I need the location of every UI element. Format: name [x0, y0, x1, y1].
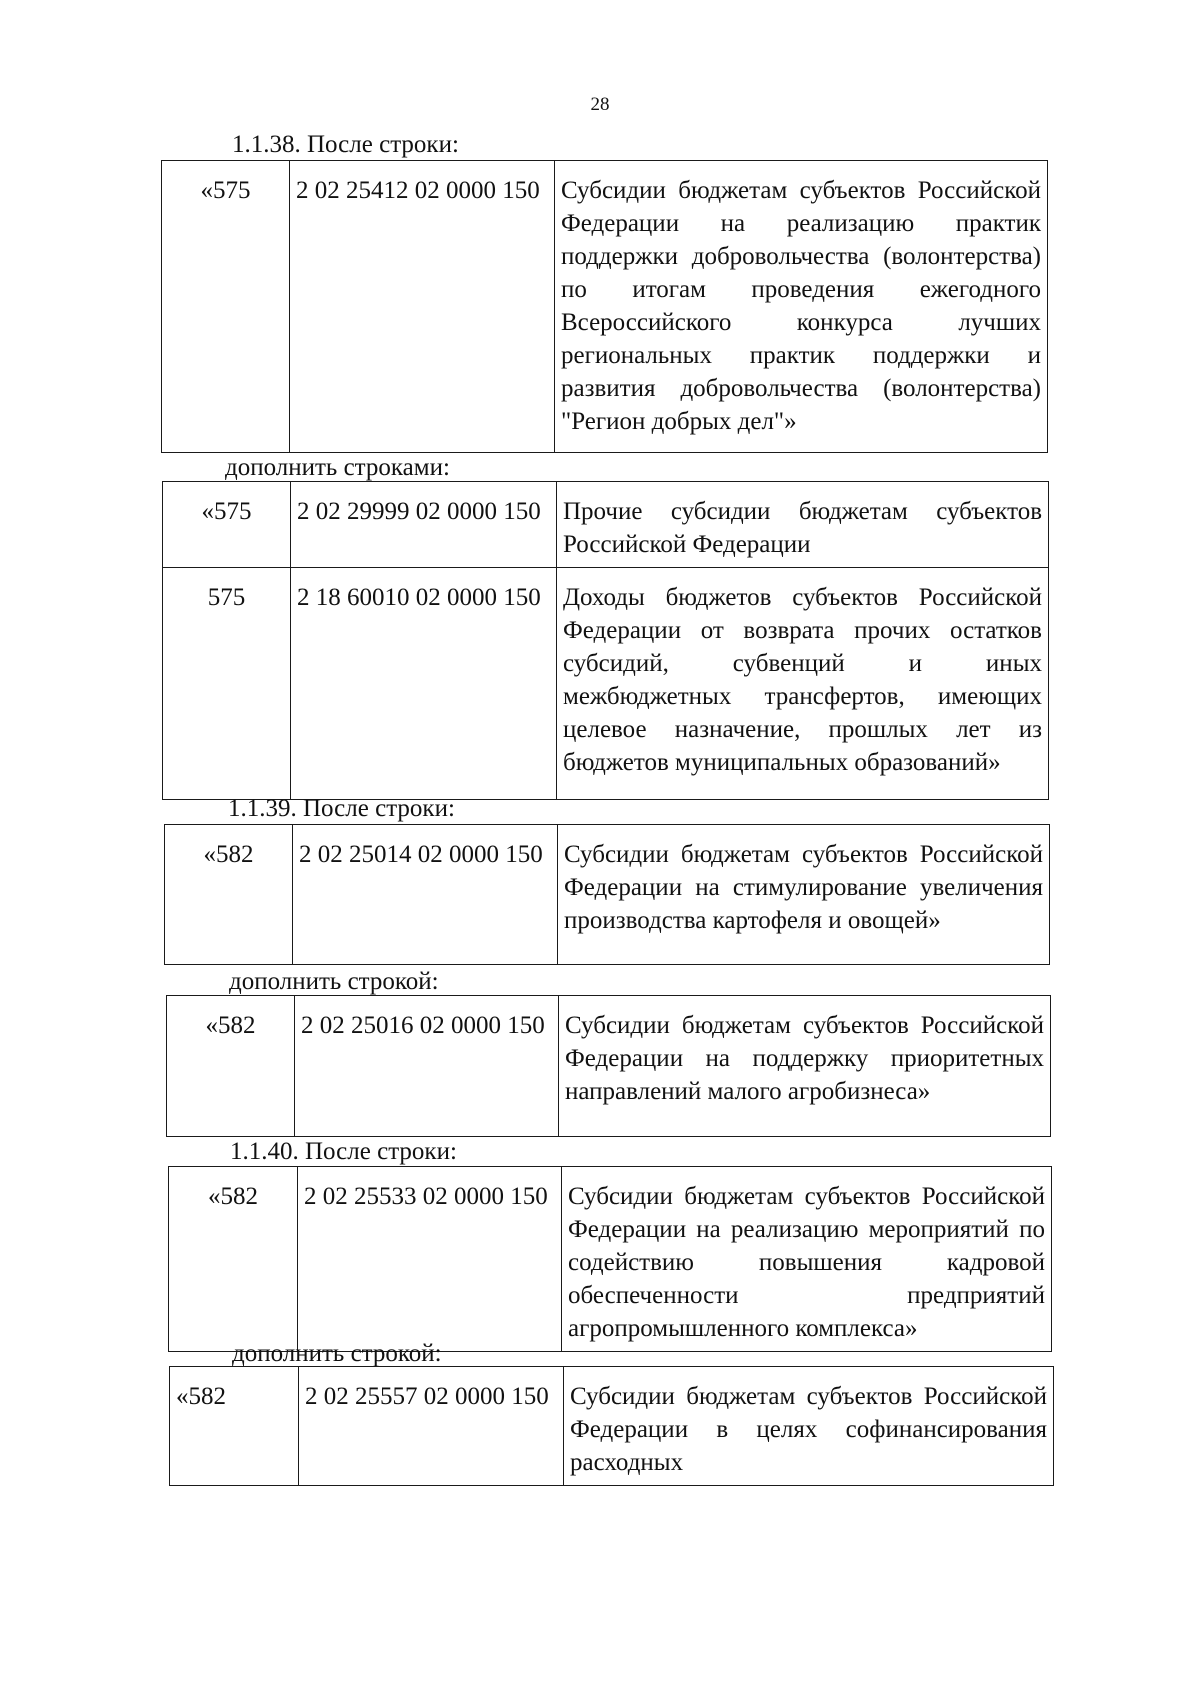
revenue-name-cell: Субсидии бюджетам субъектов Российской Федерации в целях софинансирования расходных: [564, 1367, 1054, 1486]
table-row: [170, 1367, 1054, 1486]
revenue-name-cell: Субсидии бюджетам субъектов Российской Федерации на реализацию практик поддержки добровольчества (волонтерства) по итогам проведения ежегодного Всероссийского конкурса лучших региональных практик поддержки и развития добровольчества (волонтерства) "Регион добрых дел"»: [555, 161, 1048, 453]
budget-code-cell: 2 02 25533 02 0000 150: [298, 1167, 562, 1352]
section-label: дополнить строками:: [225, 454, 450, 481]
revenue-name-cell: Доходы бюджетов субъектов Российской Федерации от возврата прочих остатков субсидий, субвенций и иных межбюджетных трансфертов, имеющих целевое назначение, прошлых лет из бюджетов муниципальных образований»: [557, 568, 1049, 800]
page-number: 28: [590, 94, 610, 115]
table-row: [167, 996, 1051, 1137]
budget-code-cell: 2 02 25412 02 0000 150: [290, 161, 555, 453]
table-row: [162, 161, 1048, 453]
revenue-code-table: [164, 824, 1050, 965]
admin-code-cell: «582: [169, 1167, 298, 1352]
revenue-code-table: [166, 995, 1051, 1137]
budget-code-cell: 2 02 25557 02 0000 150: [299, 1367, 564, 1486]
budget-code-cell: 2 02 25014 02 0000 150: [293, 825, 558, 965]
section-label: 1.1.39. После строки:: [228, 795, 455, 822]
section-label: 1.1.38. После строки:: [232, 131, 459, 158]
admin-code-cell: «582: [165, 825, 293, 965]
budget-code-cell: 2 02 29999 02 0000 150: [291, 482, 557, 568]
section-label: дополнить строкой:: [232, 1340, 442, 1367]
section-label: дополнить строкой:: [229, 968, 439, 995]
table-row: [163, 482, 1049, 568]
admin-code-cell: 575: [163, 568, 291, 800]
admin-code-cell: «582: [167, 996, 295, 1137]
revenue-code-table: [169, 1366, 1054, 1486]
revenue-name-cell: Субсидии бюджетам субъектов Российской Федерации на поддержку приоритетных направлений малого агробизнеса»: [559, 996, 1051, 1137]
table-row: [169, 1167, 1052, 1352]
revenue-name-cell: Прочие субсидии бюджетам субъектов Российской Федерации: [557, 482, 1049, 568]
revenue-name-cell: Субсидии бюджетам субъектов Российской Федерации на реализацию мероприятий по содействию повышения кадровой обеспеченности предприятий агропромышленного комплекса»: [562, 1167, 1052, 1352]
budget-code-cell: 2 02 25016 02 0000 150: [295, 996, 559, 1137]
table-row: [163, 568, 1049, 800]
revenue-code-table: [161, 160, 1048, 453]
table-row: [165, 825, 1050, 965]
admin-code-cell: «575: [162, 161, 290, 453]
revenue-code-table: [162, 481, 1049, 800]
revenue-name-cell: Субсидии бюджетам субъектов Российской Федерации на стимулирование увеличения производства картофеля и овощей»: [558, 825, 1050, 965]
admin-code-cell: «582: [170, 1367, 299, 1486]
budget-code-cell: 2 18 60010 02 0000 150: [291, 568, 557, 800]
section-label: 1.1.40. После строки:: [230, 1138, 457, 1165]
revenue-code-table: [168, 1166, 1052, 1352]
admin-code-cell: «575: [163, 482, 291, 568]
